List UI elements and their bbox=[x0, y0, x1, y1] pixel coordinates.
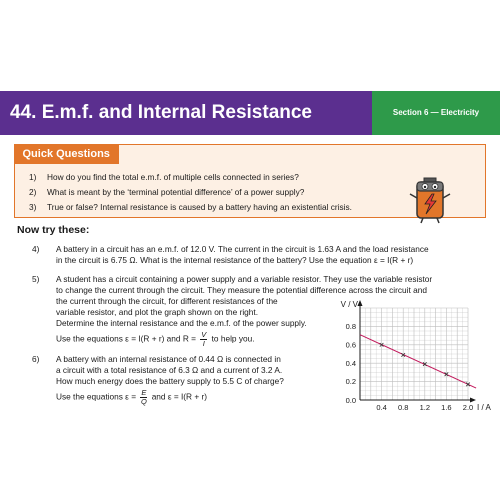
x-axis-label: I / A bbox=[477, 403, 491, 412]
graph-grid bbox=[360, 308, 468, 400]
origin-label: 0.0 bbox=[345, 396, 356, 405]
question-number: 6) bbox=[32, 354, 40, 364]
text-line: the current through the circuit, for different resistances of the bbox=[56, 296, 278, 306]
x-tick-label: 1.2 bbox=[419, 403, 431, 412]
question-text bbox=[56, 244, 429, 266]
y-axis-arrow-icon bbox=[358, 300, 363, 306]
equation-line bbox=[56, 389, 284, 406]
quick-questions-heading: Quick Questions bbox=[14, 144, 119, 164]
equation-text: and ε = I(R + r) bbox=[151, 391, 208, 402]
question-number: 4) bbox=[32, 244, 40, 254]
text-line: A battery with an internal resistance of 0.44 Ω is connected in bbox=[56, 354, 281, 364]
fraction bbox=[140, 389, 147, 406]
y-tick-label: 0.8 bbox=[345, 322, 356, 331]
text-line: How much energy does the battery supply to 5.5 C of charge? bbox=[56, 376, 284, 386]
fraction bbox=[200, 331, 207, 348]
question-number: 3) bbox=[29, 202, 37, 212]
x-tick-label: 2.0 bbox=[462, 403, 474, 412]
x-axis-arrow-icon bbox=[470, 398, 476, 403]
question-text: How do you find the total e.m.f. of multiple cells connected in series? bbox=[47, 172, 299, 182]
fraction-denominator: I bbox=[202, 339, 205, 348]
text-line: A battery in a circuit has an e.m.f. of 12.0 V. The current in the circuit is 1.63 A and the load resistance bbox=[56, 244, 429, 254]
quick-question-2 bbox=[29, 185, 429, 200]
quick-questions-list bbox=[29, 170, 429, 215]
best-fit-line bbox=[360, 335, 476, 388]
text-line: to change the current through the circuit. They measure the potential difference across the circuit and bbox=[56, 285, 427, 295]
y-axis-label: V / V bbox=[340, 300, 358, 309]
y-tick-label: 0.4 bbox=[345, 358, 356, 368]
equation-text: Use the equations ε = bbox=[56, 391, 137, 402]
y-tick-label: 0.2 bbox=[345, 377, 356, 387]
question-text bbox=[56, 354, 284, 406]
battery-mascot-icon bbox=[407, 176, 453, 224]
header-band bbox=[0, 91, 500, 135]
quick-question-1 bbox=[29, 170, 429, 185]
question-text: True or false? Internal resistance is caused by a battery having an existential crisis. bbox=[47, 202, 352, 212]
equation-text: Use the equations ε = I(R + r) and R = bbox=[56, 333, 196, 344]
question-number: 1) bbox=[29, 172, 37, 182]
fraction-numerator: E bbox=[141, 388, 147, 397]
text-line: Determine the internal resistance and the e.m.f. of the power supply. bbox=[56, 318, 307, 328]
quick-question-3 bbox=[29, 200, 429, 215]
fraction-denominator: Q bbox=[140, 397, 147, 406]
section-tag: Section 6 — Electricity bbox=[372, 91, 500, 135]
text-line: variable resistor, and plot the graph shown on the right. bbox=[56, 307, 259, 317]
question-number: 5) bbox=[32, 274, 40, 284]
text-line: a circuit with a total resistance of 6.3 Ω and a current of 3.2 A. bbox=[56, 365, 283, 375]
text-line: A student has a circuit containing a power supply and a variable resistor. They use the variable resistor bbox=[56, 274, 433, 284]
x-tick-label: 1.6 bbox=[441, 403, 452, 412]
y-tick-label: 0.6 bbox=[345, 340, 356, 350]
question-number: 2) bbox=[29, 187, 37, 197]
vi-graph bbox=[330, 296, 495, 416]
fraction-numerator: V bbox=[201, 330, 207, 339]
page-title: 44. E.m.f. and Internal Resistance bbox=[10, 102, 312, 123]
graph-axes bbox=[358, 300, 477, 403]
x-tick-label: 0.4 bbox=[376, 403, 387, 412]
question-text: What is meant by the ‘terminal potential difference’ of a power supply? bbox=[47, 187, 305, 197]
now-try-heading: Now try these: bbox=[17, 224, 90, 236]
equation-text: to help you. bbox=[211, 333, 255, 344]
text-line: in the circuit is 6.75 Ω. What is the internal resistance of the battery? Use the equation ε = I(R + r) bbox=[56, 255, 414, 265]
x-tick-label: 0.8 bbox=[397, 403, 409, 412]
graph-series bbox=[360, 335, 476, 388]
